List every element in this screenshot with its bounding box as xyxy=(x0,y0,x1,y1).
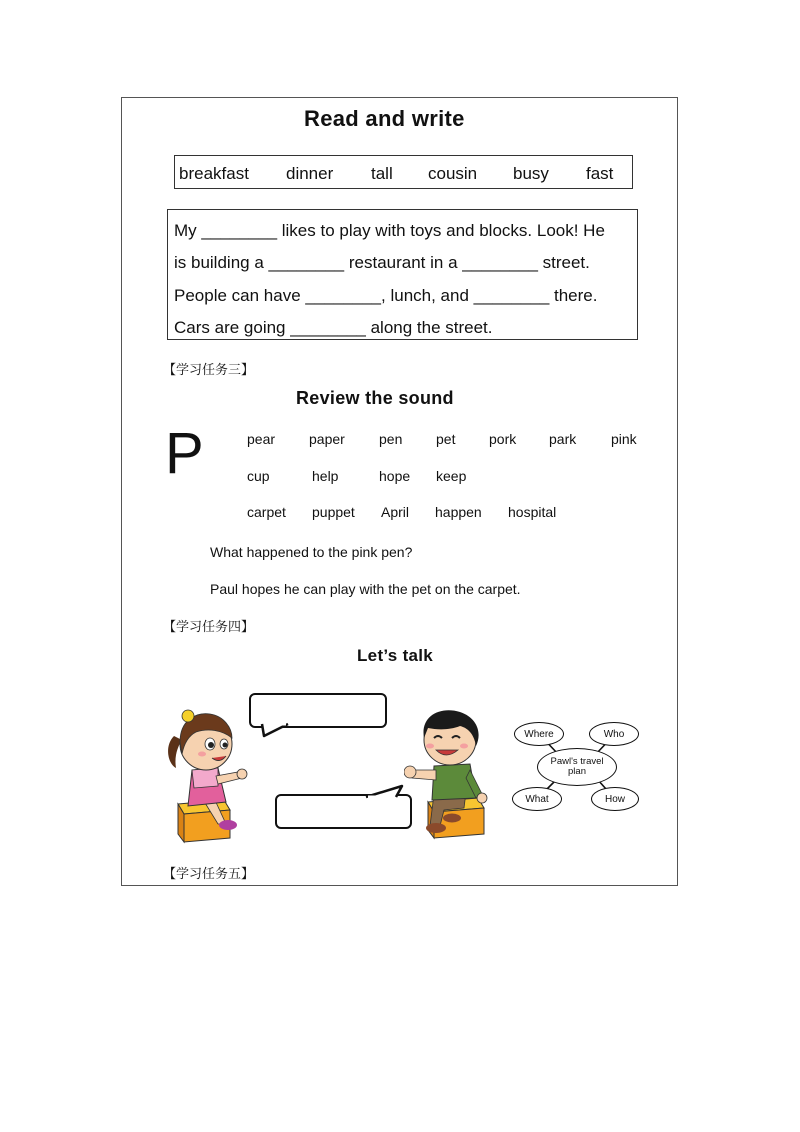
task-3-label: 【学习任务三】 xyxy=(163,363,255,378)
phonics-word: carpet xyxy=(247,504,286,520)
passage-line: People can have ________, lunch, and ________ there. xyxy=(174,286,598,305)
read-write-title: Read and write xyxy=(304,106,465,131)
review-sound-title: Review the sound xyxy=(296,388,454,408)
boy-illustration xyxy=(404,708,500,842)
phonics-sentence: Paul hopes he can play with the pet on the carpet. xyxy=(210,581,521,597)
phonics-word: hospital xyxy=(508,504,557,520)
lets-talk-title: Let’s talk xyxy=(357,646,434,665)
word-bank-item: busy xyxy=(513,164,549,183)
phonics-word: hope xyxy=(379,468,411,484)
phonics-letter: P xyxy=(165,421,204,486)
mindmap-node-what: What xyxy=(512,787,562,811)
passage-line: My ________ likes to play with toys and blocks. Look! He xyxy=(174,221,605,240)
passage-line: Cars are going ________ along the street. xyxy=(174,318,493,337)
word-bank-item: cousin xyxy=(428,164,478,183)
phonics-word: cup xyxy=(247,468,270,484)
word-bank-item: tall xyxy=(371,164,393,183)
phonics-word: pen xyxy=(379,431,403,447)
phonics-word: happen xyxy=(435,504,482,520)
phonics-sentence: What happened to the pink pen? xyxy=(210,544,413,560)
phonics-word: paper xyxy=(309,431,345,447)
word-bank-item: dinner xyxy=(286,164,334,183)
phonics-word: puppet xyxy=(312,504,355,520)
passage-line: is building a ________ restaurant in a ________ street. xyxy=(174,253,590,272)
fill-in-passage xyxy=(167,209,638,340)
phonics-word: pet xyxy=(436,431,456,447)
phonics-word: park xyxy=(549,431,577,447)
mindmap-center: Pawl's travel plan xyxy=(537,748,617,786)
word-bank-item: fast xyxy=(586,164,614,183)
bubble-tail-icon xyxy=(258,720,298,740)
task-5-label: 【学习任务五】 xyxy=(163,867,255,882)
phonics-word: pink xyxy=(611,431,637,447)
mindmap-node-who: Who xyxy=(589,722,639,746)
task-4-label: 【学习任务四】 xyxy=(163,620,255,635)
bubble-tail-icon xyxy=(362,784,406,800)
phonics-word: pork xyxy=(489,431,517,447)
phonics-word: help xyxy=(312,468,339,484)
word-bank xyxy=(174,155,633,189)
phonics-word: pear xyxy=(247,431,276,447)
girl-illustration xyxy=(162,706,254,846)
mindmap-node-where: Where xyxy=(514,722,564,746)
phonics-word: keep xyxy=(436,468,467,484)
word-bank-item: breakfast xyxy=(179,164,249,183)
mindmap-node-how: How xyxy=(591,787,639,811)
phonics-word: April xyxy=(381,504,410,520)
